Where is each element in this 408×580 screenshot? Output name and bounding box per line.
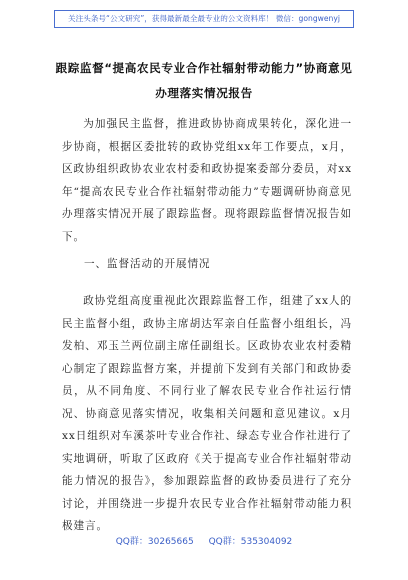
intro-paragraph: 为加强民主监督，推进政协协商成果转化，深化进一步协商，根据区委批转的政协党组xx年工作要点，x月，区政协组织政协农业农村委和政协提案委部分委员，对xx年“提高农民专业合作社辐射带动能力”专题调研协商意见办理落实情况开展了跟踪监督。现将跟踪监督情况报告如下。 xyxy=(62,118,352,243)
document-title-line1: 跟踪监督“提高农民专业合作社辐射带动能力”协商意见 xyxy=(55,61,353,75)
promo-banner: 关注头条号“公文研究”，获得最新最全最专业的公文资料库！ 微信：gongwenyj xyxy=(54,10,354,28)
footer-qq-left: QQ群：30265665 xyxy=(115,537,194,547)
section1-paragraph: 政协党组高度重视此次跟踪监督工作，组建了xx人的民主监督小组，政协主席胡达军亲自任监督小组组长，冯发柏、邓玉兰两位副主席任副组长。区政协农业农村委精心制定了跟踪监督方案，并提前下发到有关部门和政协委员，从不同角度、不同行业了解农民专业合作社运行情况、协商意见落实情况，收集相关问题和意见建议。x月xx日组织对车溪茶叶专业合作社、绿态专业合作社进行了实地调研，听取了区政府《关于提高专业合作社辐射带动能力情况的报告》，参加跟踪监督的政协委员进行了充分讨论，并围绕进一步提升农民专业合作社辐射带动能力积极建言。 xyxy=(62,295,352,532)
footer-qq-right: QQ群：535304092 xyxy=(208,537,293,547)
section-heading-1: 一、监督活动的开展情况 xyxy=(84,258,211,270)
footer-qq-groups xyxy=(0,534,408,547)
document-title-line2: 办理落实情况报告 xyxy=(155,86,253,100)
